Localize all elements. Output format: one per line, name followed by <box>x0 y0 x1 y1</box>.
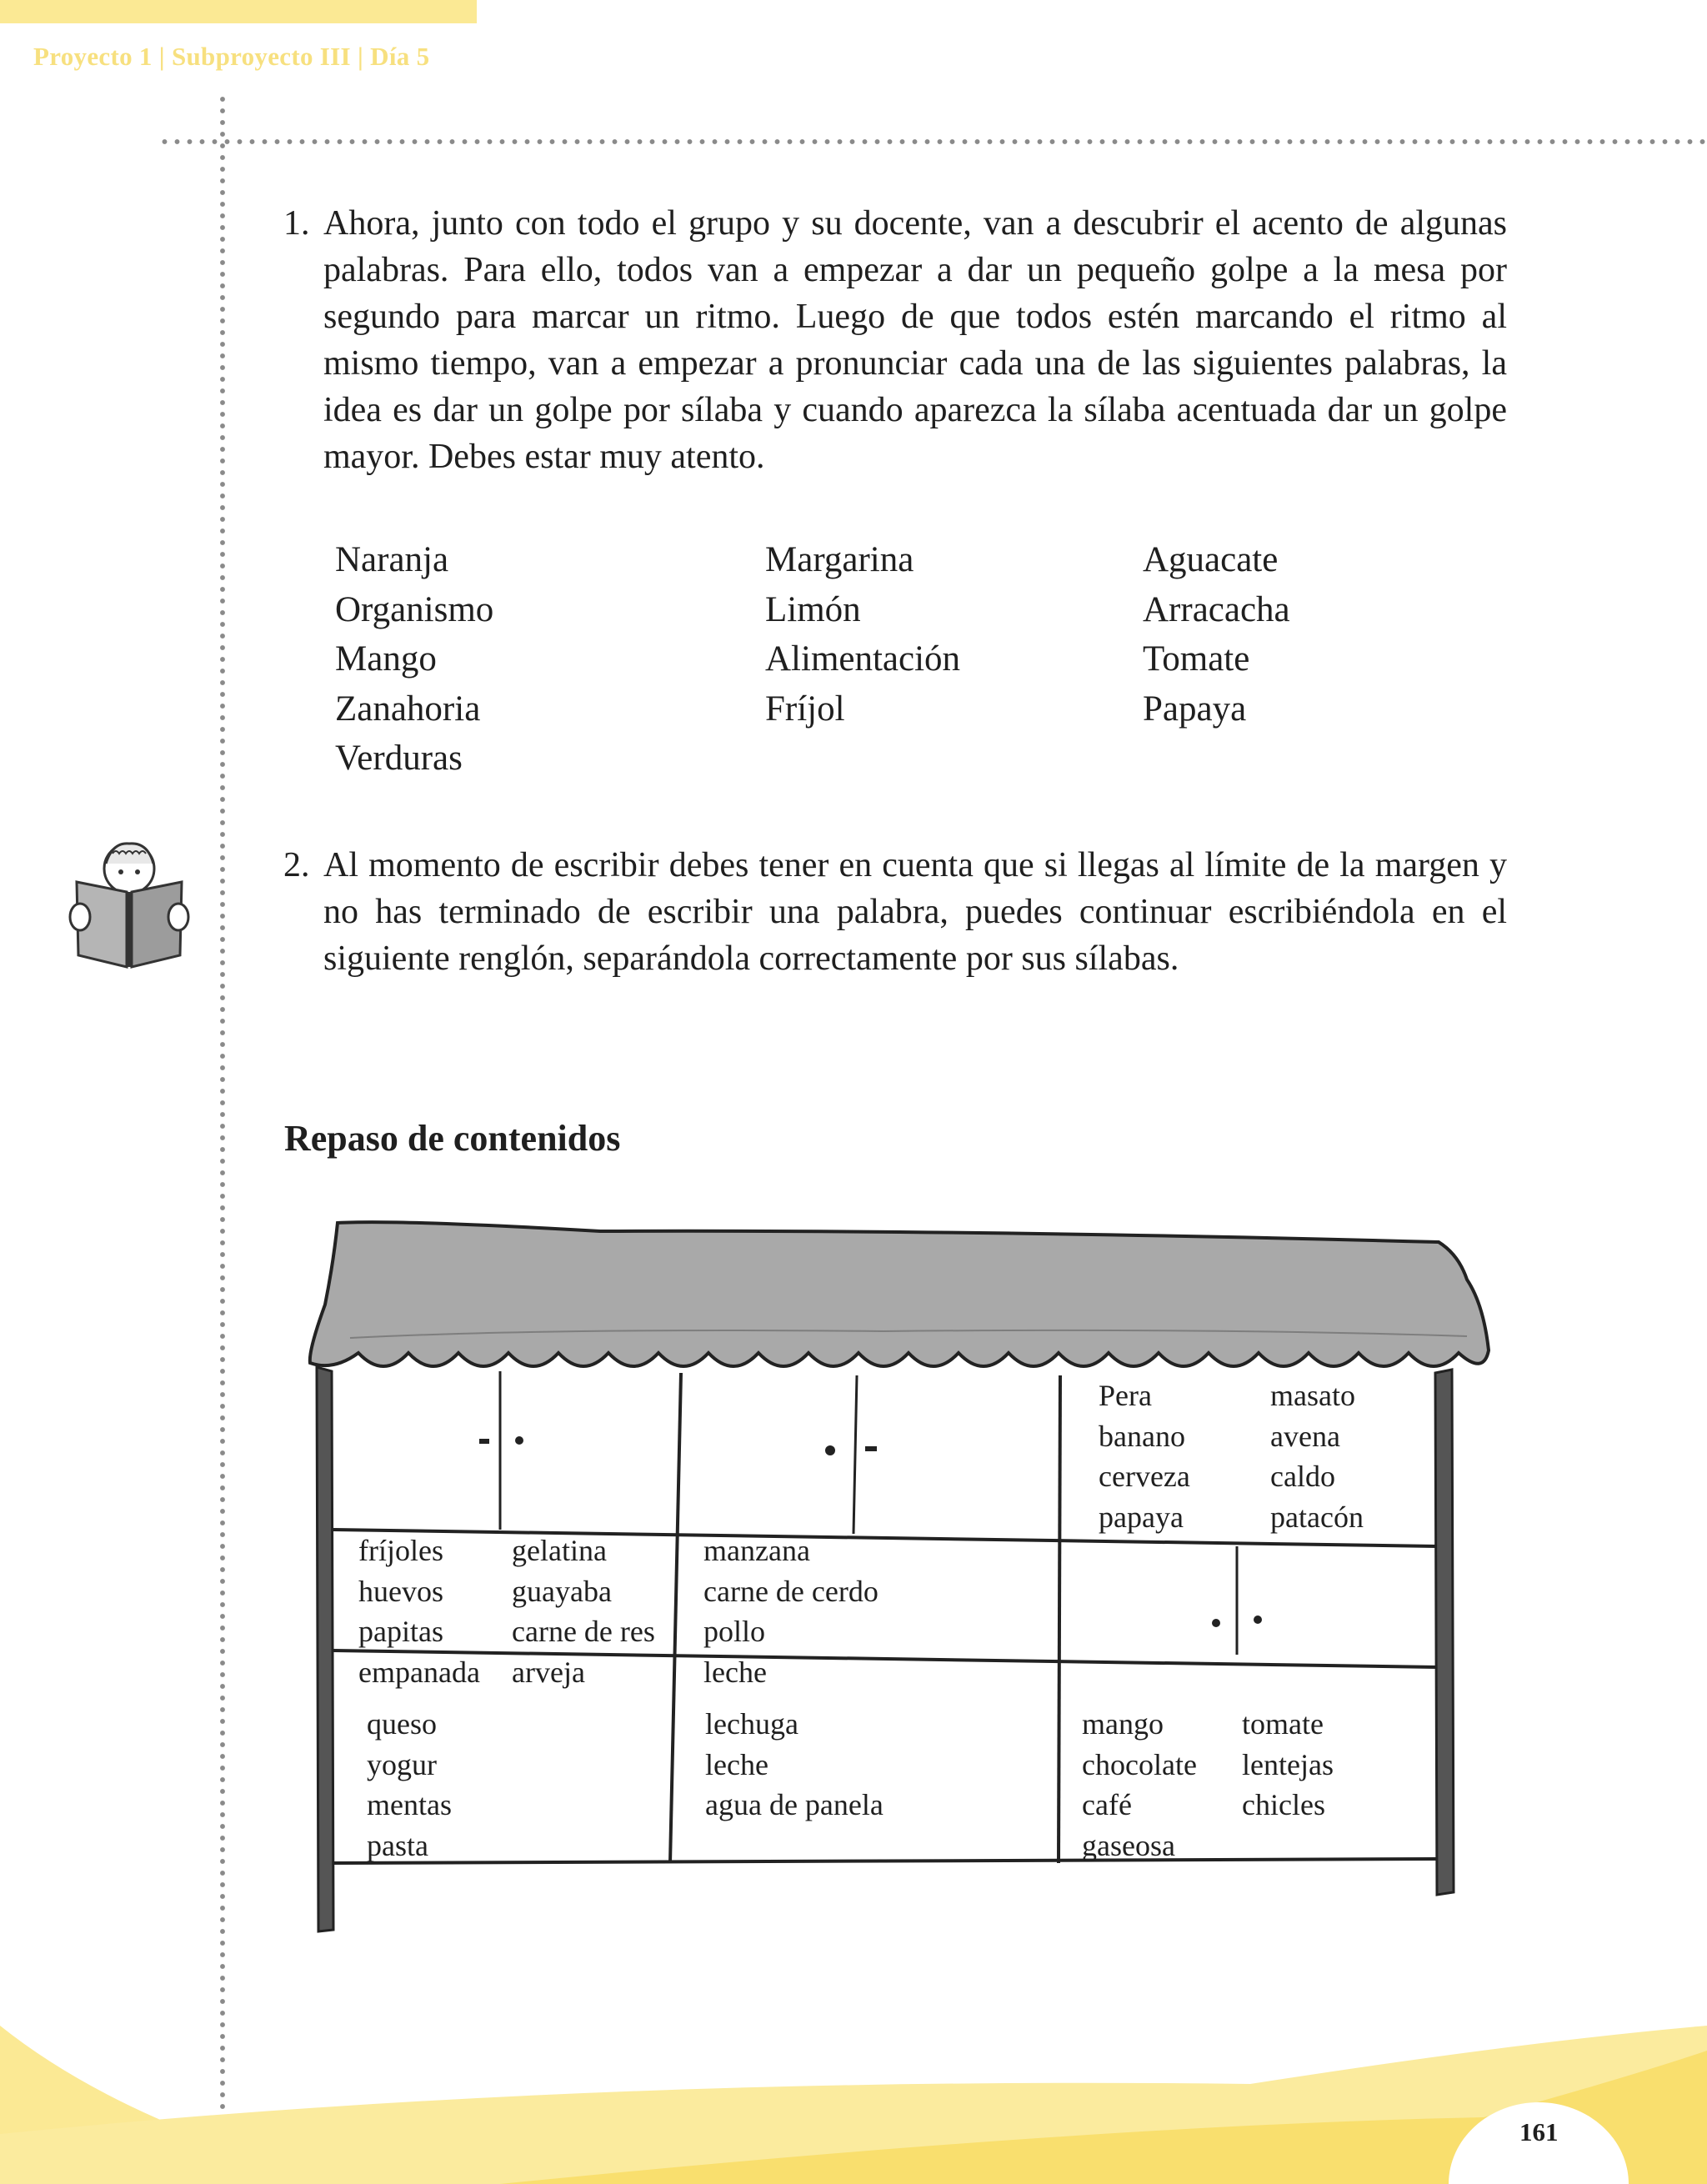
word-item: Naranja <box>335 540 449 579</box>
food-item: pollo <box>703 1615 766 1648</box>
exercise-1-text: Ahora, junto con todo el grupo y su docente, van a descubrir el acento de algunas palabras. Para ello, todos van a empezar a dar un pequeño golpe a la mesa por segundo para marcar un ritmo. Luego de que todos estén marcando el ritmo al mismo tiempo, van a empezar a pronunciar cada una de las siguientes palabras, la idea es dar un golpe por sílaba y cuando aparezca la sílaba acentuada dar un golpe mayor. Debes estar muy atento. <box>323 204 1507 476</box>
exercise-2 <box>283 842 1507 982</box>
food-item: queso <box>367 1707 437 1741</box>
food-item: fríjoles <box>358 1534 443 1567</box>
food-item: mango <box>1082 1707 1164 1741</box>
food-item: yogur <box>367 1747 437 1781</box>
food-item: caldo <box>1270 1460 1335 1493</box>
food-item: cerveza <box>1099 1460 1190 1493</box>
exercise-2-number: 2. <box>283 846 310 884</box>
food-item: leche <box>703 1655 767 1689</box>
food-item: gaseosa <box>1082 1828 1175 1862</box>
food-item: papaya <box>1099 1500 1184 1534</box>
dotted-margin-horizontal <box>158 139 1707 144</box>
food-item: chicles <box>1242 1788 1325 1821</box>
header-breadcrumb: Proyecto 1 | Subproyecto III | Día 5 <box>33 42 430 71</box>
word-item: Fríjol <box>765 689 845 729</box>
food-item: pasta <box>367 1828 428 1862</box>
stall-cell-bot-b <box>705 1704 884 1826</box>
food-item: lechuga <box>705 1707 798 1741</box>
stall-cell-mid-c <box>703 1530 879 1692</box>
food-item: Pera <box>1099 1379 1152 1412</box>
stall-cell-mid-b <box>512 1530 655 1692</box>
food-item: avena <box>1270 1419 1340 1453</box>
word-column-3 <box>1143 535 1290 734</box>
stall-cell-bot-a <box>367 1704 452 1866</box>
exercise-2-text: Al momento de escribir debes tener en cuenta que si llegas al límite de la margen y no has terminado de escribir una palabra, puedes continuar escribiéndola en el siguiente renglón, separándola correctamente por sus sílabas. <box>323 846 1507 978</box>
word-item: Verduras <box>335 739 463 778</box>
child-reading-book-icon <box>67 834 192 975</box>
word-item: Mango <box>335 639 437 679</box>
food-item: chocolate <box>1082 1747 1197 1781</box>
food-item: agua de panela <box>705 1788 884 1821</box>
food-item: papitas <box>358 1615 443 1648</box>
word-item: Arracacha <box>1143 589 1290 629</box>
exercise-1 <box>283 200 1507 480</box>
food-item: lentejas <box>1242 1747 1334 1781</box>
word-item: Organismo <box>335 589 494 629</box>
stall-cell-top-right-b <box>1270 1375 1364 1537</box>
food-item: mentas <box>367 1788 452 1821</box>
food-item: patacón <box>1270 1500 1364 1534</box>
food-item: huevos <box>358 1574 443 1608</box>
food-item: café <box>1082 1788 1132 1821</box>
food-item: empanada <box>358 1655 480 1689</box>
word-column-2 <box>765 535 960 734</box>
food-item: banano <box>1099 1419 1185 1453</box>
word-item: Margarina <box>765 540 914 579</box>
word-item: Alimentación <box>765 639 961 679</box>
food-item: arveja <box>512 1655 585 1689</box>
word-item: Zanahoria <box>335 689 481 729</box>
stall-cell-bot-c <box>1082 1704 1197 1866</box>
stall-cell-bot-d <box>1242 1704 1334 1826</box>
food-item: carne de res <box>512 1615 655 1648</box>
section-title: Repaso de contenidos <box>284 1118 621 1159</box>
food-item: carne de cerdo <box>703 1574 879 1608</box>
food-item: leche <box>705 1747 768 1781</box>
market-stall-illustration <box>300 1213 1500 1938</box>
exercise-1-number: 1. <box>283 204 310 243</box>
word-item: Aguacate <box>1143 540 1279 579</box>
food-item: masato <box>1270 1379 1355 1412</box>
food-item: tomate <box>1242 1707 1324 1741</box>
word-column-1 <box>335 535 493 784</box>
word-item: Tomate <box>1143 639 1250 679</box>
word-item: Limón <box>765 589 861 629</box>
stall-cell-top-right-a <box>1099 1375 1190 1537</box>
page-number: 161 <box>1519 2117 1559 2146</box>
stall-cell-mid-a <box>358 1530 480 1692</box>
food-item: gelatina <box>512 1534 607 1567</box>
food-item: guayaba <box>512 1574 612 1608</box>
word-item: Papaya <box>1143 689 1247 729</box>
food-item: manzana <box>703 1534 810 1567</box>
footer-wave-decoration <box>0 2026 1707 2184</box>
dotted-margin-vertical <box>220 93 225 2184</box>
header-accent-bar <box>0 0 477 23</box>
